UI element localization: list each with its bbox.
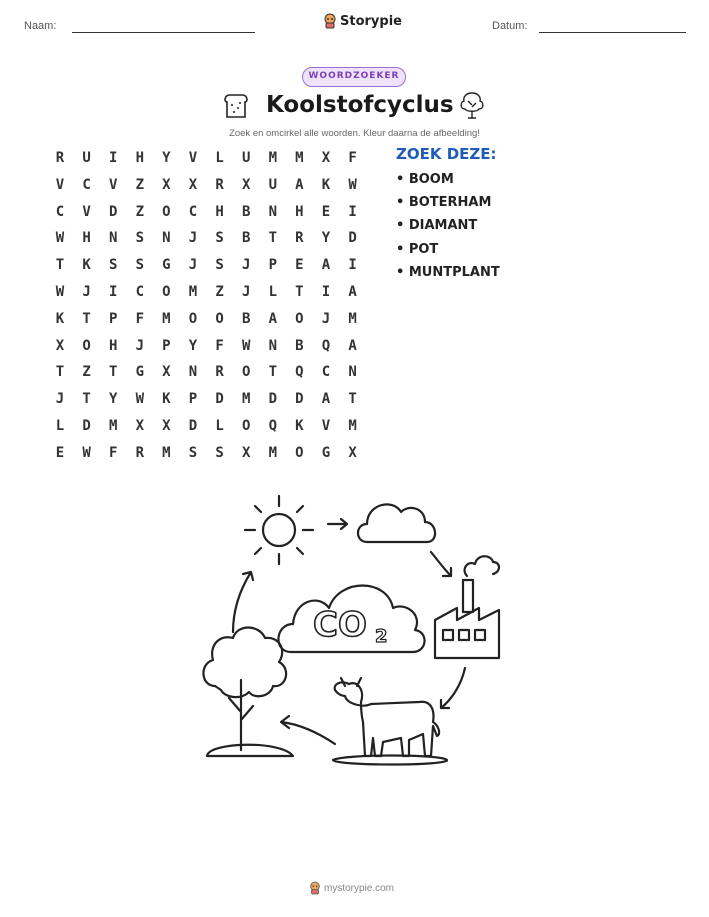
grid-letter[interactable]: E xyxy=(321,203,331,220)
grid-letter[interactable]: B xyxy=(295,337,304,354)
grid-letter[interactable]: O xyxy=(295,444,304,461)
grid-letter[interactable]: X xyxy=(348,444,357,461)
word-list-item: • MUNTPLANT xyxy=(396,265,500,280)
grid-letter[interactable]: L xyxy=(55,418,65,434)
grid-letter[interactable]: U xyxy=(241,150,251,166)
grid-letter[interactable]: A xyxy=(321,257,331,274)
date-label: Datum: xyxy=(492,20,528,32)
grid-letter[interactable]: X xyxy=(135,418,145,434)
grid-letter[interactable]: Q xyxy=(321,337,331,354)
grid-letter[interactable]: I xyxy=(108,150,118,166)
grid-letter[interactable]: X xyxy=(321,150,331,166)
grid-letter[interactable]: X xyxy=(162,176,171,193)
grid-letter[interactable]: I xyxy=(348,203,357,220)
grid-letter[interactable]: M xyxy=(348,418,357,434)
grid-letter[interactable]: Z xyxy=(215,284,224,300)
grid-letter[interactable]: Z xyxy=(135,176,145,193)
grid-letter[interactable]: R xyxy=(295,230,304,247)
grid-letter[interactable]: M xyxy=(162,310,171,327)
grid-letter[interactable]: J xyxy=(188,230,198,247)
cow-icon xyxy=(333,678,447,765)
grid-letter[interactable]: O xyxy=(215,310,224,327)
bread-icon xyxy=(223,92,249,120)
word-list-item: • DIAMANT xyxy=(396,218,478,233)
grid-letter[interactable]: Z xyxy=(135,203,145,220)
grid-letter[interactable]: B xyxy=(241,310,251,327)
grid-letter[interactable]: I xyxy=(321,284,331,300)
grid-letter[interactable]: J xyxy=(241,257,251,274)
grid-letter[interactable]: L xyxy=(268,284,278,300)
grid-letter[interactable]: X xyxy=(162,418,171,434)
grid-letter[interactable]: O xyxy=(241,364,251,381)
grid-letter[interactable]: Z xyxy=(82,364,91,381)
grid-letter[interactable]: V xyxy=(108,176,118,193)
grid-letter[interactable]: A xyxy=(321,391,331,408)
grid-letter[interactable]: G xyxy=(135,364,145,381)
co2-subscript: 2 xyxy=(375,626,388,647)
word-list-title: ZOEK DEZE: xyxy=(396,145,497,163)
grid-letter[interactable]: W xyxy=(348,176,357,193)
grid-letter[interactable]: A xyxy=(295,176,304,193)
grid-letter[interactable]: G xyxy=(162,257,171,274)
sun-icon xyxy=(245,496,313,564)
grid-letter[interactable]: T xyxy=(55,364,65,381)
grid-letter[interactable]: S xyxy=(108,257,118,274)
grid-letter[interactable]: B xyxy=(241,203,251,220)
grid-letter[interactable]: M xyxy=(241,391,251,408)
grid-letter[interactable]: W xyxy=(55,284,65,300)
grid-letter[interactable]: S xyxy=(135,257,145,274)
grid-letter[interactable]: C xyxy=(188,203,198,220)
grid-letter[interactable]: V xyxy=(55,176,65,193)
grid-letter[interactable]: M xyxy=(268,444,278,461)
grid-letter[interactable]: S xyxy=(215,230,224,247)
grid-letter[interactable]: X xyxy=(241,444,251,461)
grid-letter[interactable]: S xyxy=(188,444,198,461)
grid-letter[interactable]: C xyxy=(82,176,91,193)
grid-letter[interactable]: R xyxy=(55,150,65,166)
grid-letter[interactable]: I xyxy=(108,284,118,300)
worksheet-type-badge: WOORDZOEKER xyxy=(302,67,406,87)
grid-letter[interactable]: M xyxy=(188,284,198,300)
carbon-cycle-illustration xyxy=(195,490,515,780)
grid-letter[interactable]: N xyxy=(108,230,118,247)
grid-letter[interactable]: M xyxy=(162,444,171,461)
grid-letter[interactable]: M xyxy=(295,150,304,166)
grid-letter[interactable]: E xyxy=(55,444,65,461)
grid-letter[interactable]: T xyxy=(82,391,91,408)
grid-letter[interactable]: H xyxy=(108,337,118,354)
grid-letter[interactable]: H xyxy=(82,230,91,247)
grid-letter[interactable]: N xyxy=(348,364,357,381)
grid-letter[interactable]: N xyxy=(162,230,171,247)
grid-letter[interactable]: K xyxy=(55,310,65,327)
grid-letter[interactable]: N xyxy=(188,364,198,381)
grid-letter[interactable]: U xyxy=(82,150,91,166)
grid-letter[interactable]: A xyxy=(268,310,278,327)
grid-letter[interactable]: T xyxy=(108,364,118,381)
grid-letter[interactable]: X xyxy=(162,364,171,381)
grid-letter[interactable]: C xyxy=(55,203,65,220)
grid-letter[interactable]: L xyxy=(215,418,224,434)
grid-letter[interactable]: D xyxy=(268,391,278,408)
storypie-mascot-icon xyxy=(309,881,321,895)
grid-letter[interactable]: R xyxy=(135,444,145,461)
grid-letter[interactable]: X xyxy=(188,176,198,193)
arrow-icon xyxy=(328,519,347,529)
grid-letter[interactable]: D xyxy=(348,230,357,247)
grid-letter[interactable]: E xyxy=(295,257,304,274)
grid-letter[interactable]: Y xyxy=(108,391,118,408)
grid-letter[interactable]: J xyxy=(55,391,65,408)
grid-letter[interactable]: P xyxy=(108,310,118,327)
grid-letter[interactable]: C xyxy=(321,364,331,381)
grid-letter[interactable]: K xyxy=(162,391,171,408)
grid-letter[interactable]: M xyxy=(108,418,118,434)
footer-url[interactable]: mystorypie.com xyxy=(324,882,395,894)
word-list-item: • BOOM xyxy=(396,172,454,187)
grid-letter[interactable]: W xyxy=(55,230,65,247)
grid-letter[interactable]: G xyxy=(321,444,331,461)
grid-letter[interactable]: V xyxy=(188,150,198,166)
footer xyxy=(309,881,394,895)
grid-letter[interactable]: D xyxy=(295,391,304,408)
grid-letter[interactable]: Y xyxy=(162,150,171,166)
grid-letter[interactable]: M xyxy=(348,310,357,327)
grid-letter[interactable]: J xyxy=(82,284,91,300)
grid-letter[interactable]: T xyxy=(268,364,278,381)
grid-letter[interactable]: H xyxy=(215,203,224,220)
grid-letter[interactable]: O xyxy=(162,284,171,300)
word-list-item: • POT xyxy=(396,242,439,257)
grid-letter[interactable]: W xyxy=(241,337,251,354)
grid-letter[interactable]: J xyxy=(188,257,198,274)
grid-letter[interactable]: V xyxy=(321,418,331,434)
grid-letter[interactable]: P xyxy=(268,257,278,274)
grid-letter[interactable]: Y xyxy=(321,230,331,247)
grid-letter[interactable]: S xyxy=(135,230,145,247)
grid-letter[interactable]: W xyxy=(135,391,145,408)
grid-letter[interactable]: K xyxy=(321,176,331,193)
grid-letter[interactable]: O xyxy=(241,418,251,434)
grid-letter[interactable]: O xyxy=(295,310,304,327)
grid-letter[interactable]: D xyxy=(188,418,198,434)
grid-letter[interactable]: Y xyxy=(188,337,198,354)
grid-letter[interactable]: K xyxy=(295,418,304,434)
grid-letter[interactable]: A xyxy=(348,337,357,354)
grid-letter[interactable]: R xyxy=(215,364,224,381)
grid-letter[interactable]: T xyxy=(82,310,91,327)
grid-letter[interactable]: T xyxy=(268,230,278,247)
grid-letter[interactable]: U xyxy=(268,176,278,193)
grid-letter[interactable]: N xyxy=(268,203,278,220)
grid-letter[interactable]: F xyxy=(135,310,145,327)
co2-label: CO xyxy=(313,605,367,645)
grid-letter[interactable]: F xyxy=(108,444,118,461)
grid-letter[interactable]: F xyxy=(215,337,224,354)
grid-letter[interactable]: D xyxy=(82,418,91,434)
grid-letter[interactable]: J xyxy=(135,337,145,354)
grid-letter[interactable]: A xyxy=(348,284,357,300)
instructions: Zoek en omcirkel alle woorden. Kleur daarna de afbeelding! xyxy=(229,128,480,139)
date-line[interactable] xyxy=(539,32,686,33)
grid-letter[interactable]: X xyxy=(241,176,251,193)
page-title: Koolstofcyclus xyxy=(266,92,454,118)
grid-letter[interactable]: H xyxy=(295,203,304,220)
grid-letter[interactable]: T xyxy=(55,257,65,274)
grid-letter[interactable]: J xyxy=(241,284,251,300)
grid-letter[interactable]: T xyxy=(295,284,304,300)
name-line[interactable] xyxy=(72,32,255,33)
factory-icon xyxy=(435,556,499,658)
brand-name: Storypie xyxy=(340,13,402,29)
storypie-logo xyxy=(323,13,402,29)
grid-letter[interactable]: S xyxy=(215,444,224,461)
grid-letter[interactable]: J xyxy=(321,310,331,327)
grid-letter[interactable]: D xyxy=(108,203,118,220)
cloud-icon xyxy=(358,504,435,542)
arrow-icon xyxy=(233,572,253,632)
grid-letter[interactable]: V xyxy=(82,203,91,220)
grid-letter[interactable]: H xyxy=(135,150,145,166)
grid-letter[interactable]: P xyxy=(188,391,198,408)
grid-letter[interactable]: O xyxy=(82,337,91,354)
grid-letter[interactable]: T xyxy=(348,391,357,408)
grid-letter[interactable]: W xyxy=(82,444,91,461)
grid-letter[interactable]: X xyxy=(55,337,65,354)
grid-letter[interactable]: K xyxy=(82,257,91,274)
name-label: Naam: xyxy=(24,20,57,32)
tree-icon xyxy=(458,90,486,120)
grid-letter[interactable]: R xyxy=(215,176,224,193)
grid-letter[interactable]: O xyxy=(188,310,198,327)
arrow-icon xyxy=(441,668,465,708)
grid-letter[interactable]: C xyxy=(135,284,145,300)
grid-letter[interactable]: F xyxy=(348,150,357,166)
grid-letter[interactable]: B xyxy=(241,230,251,247)
grid-letter[interactable]: M xyxy=(268,150,278,166)
grid-letter[interactable]: Q xyxy=(268,418,278,434)
grid-letter[interactable]: P xyxy=(162,337,171,354)
arrow-icon xyxy=(281,716,335,744)
grid-letter[interactable]: L xyxy=(215,150,224,166)
grid-letter[interactable]: D xyxy=(215,391,224,408)
grid-letter[interactable]: I xyxy=(348,257,357,274)
arrow-icon xyxy=(431,552,451,576)
word-list-item: • BOTERHAM xyxy=(396,195,492,210)
storypie-mascot-icon xyxy=(323,13,337,29)
grid-letter[interactable]: S xyxy=(215,257,224,274)
grid-letter[interactable]: Q xyxy=(295,364,304,381)
grid-letter[interactable]: O xyxy=(162,203,171,220)
grid-letter[interactable]: N xyxy=(268,337,278,354)
